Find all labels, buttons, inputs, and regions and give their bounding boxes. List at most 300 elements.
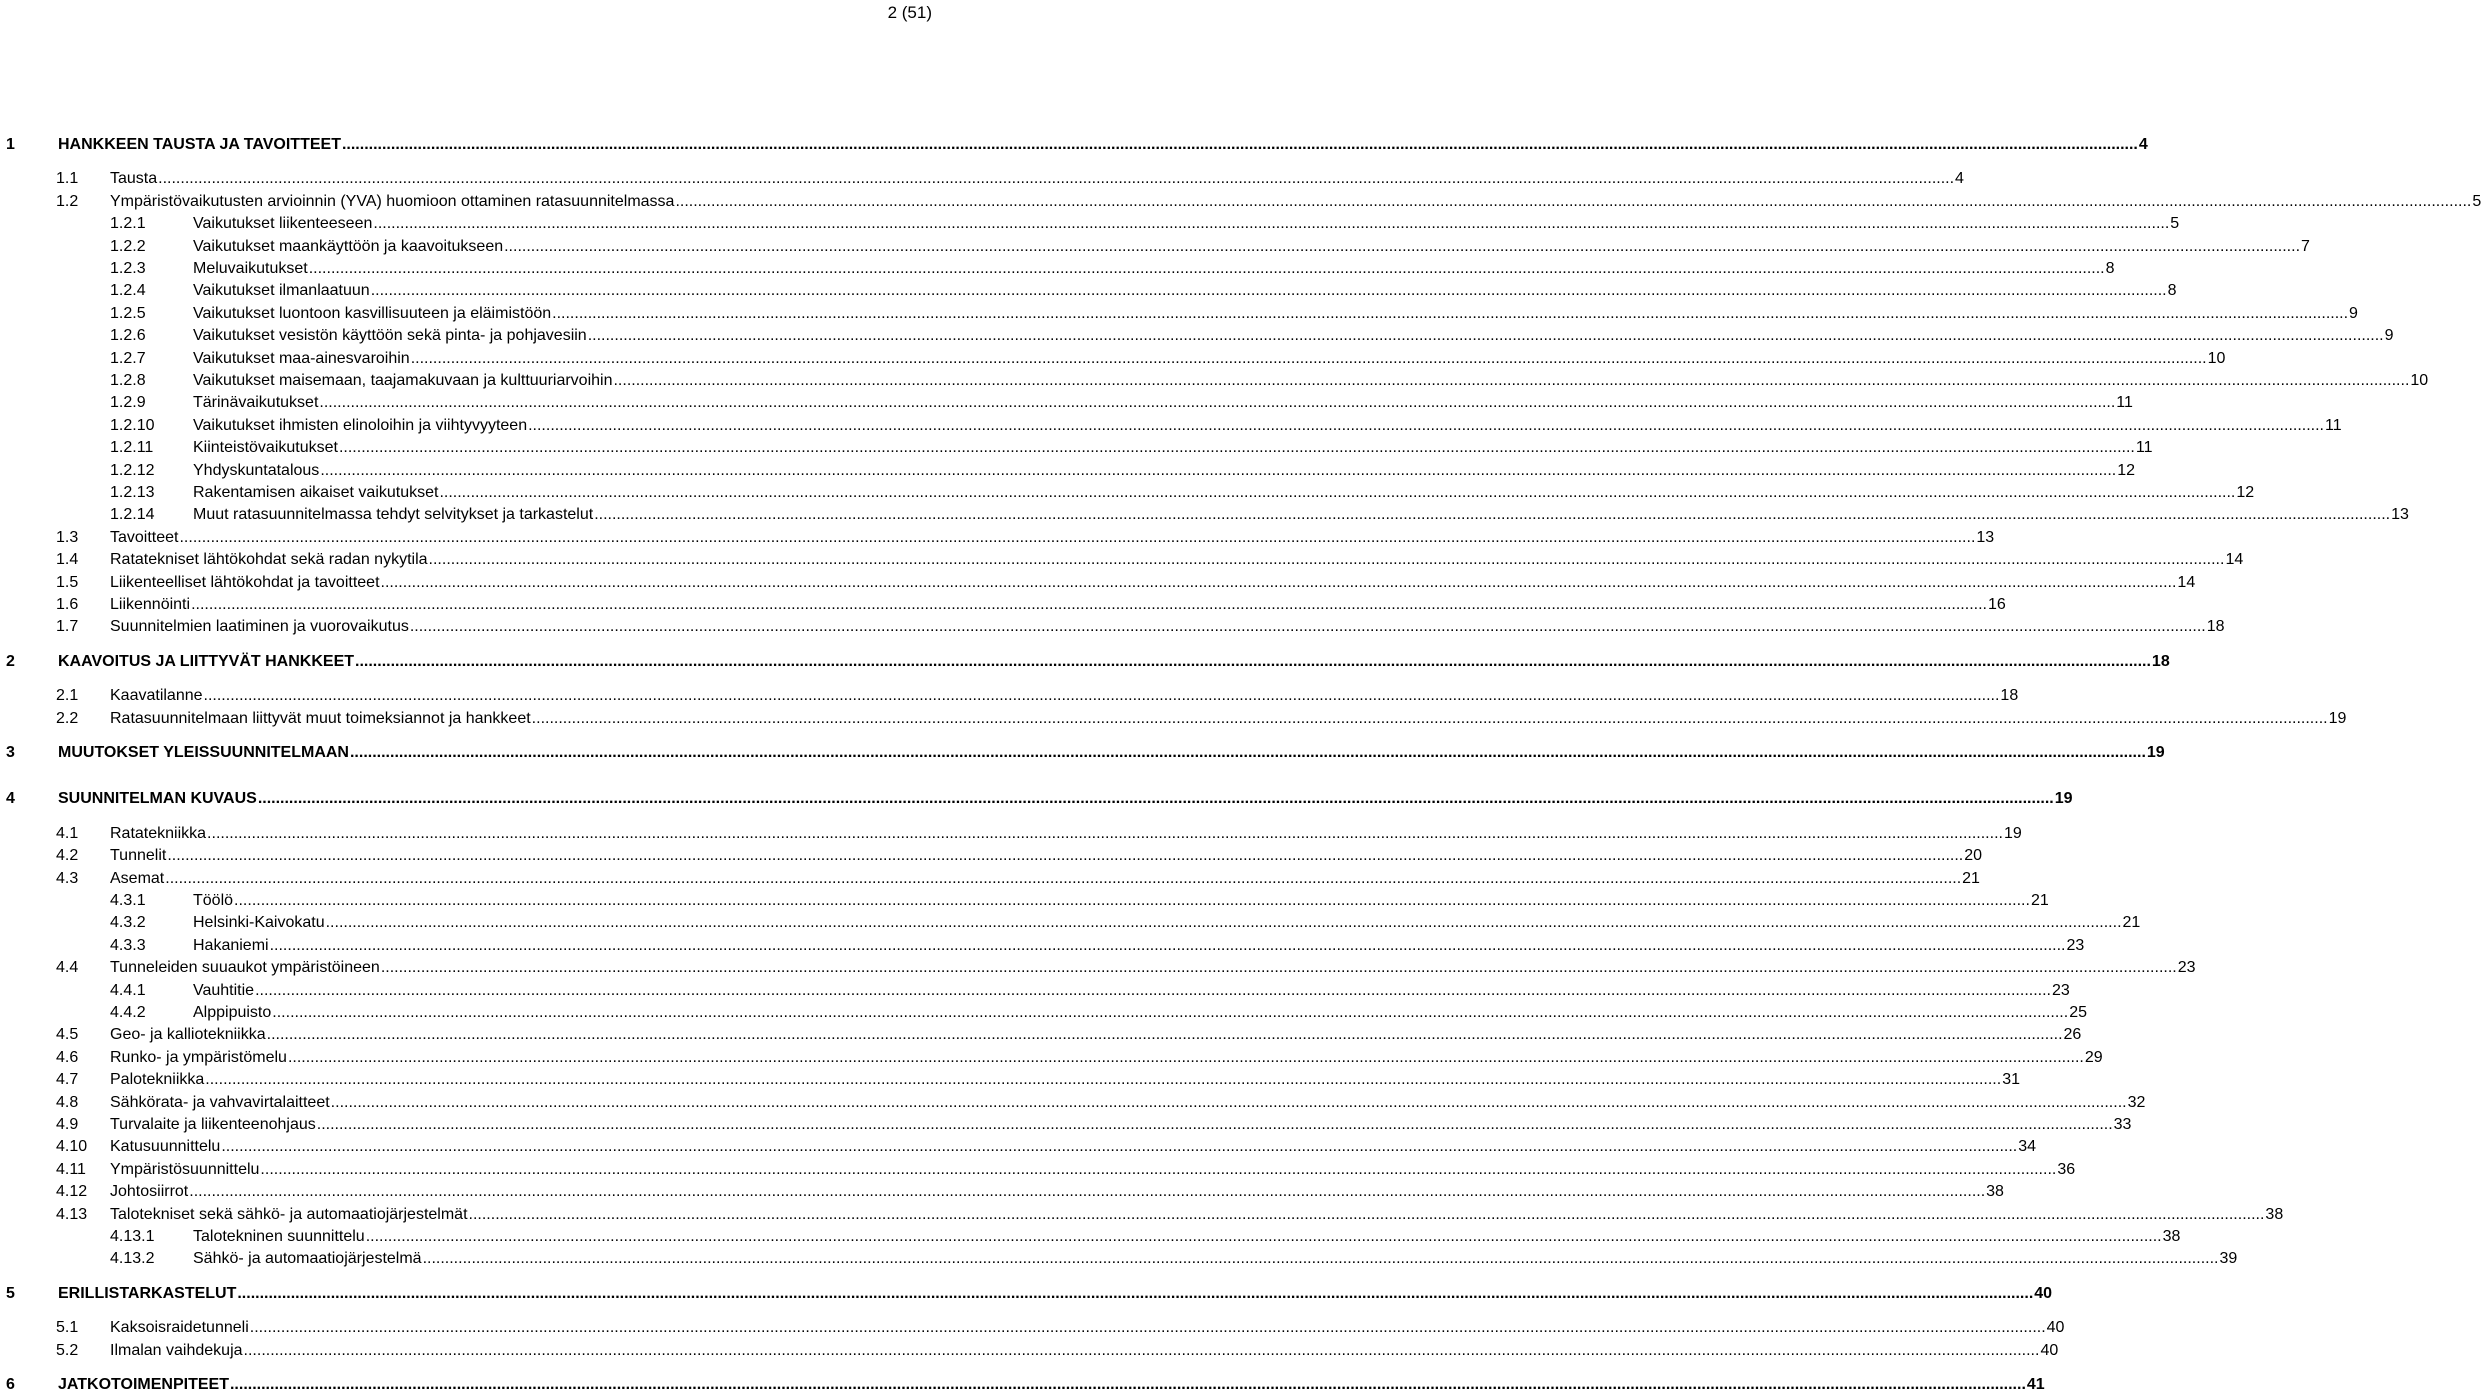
toc-entry-line [110, 685, 2019, 707]
toc-entry-line [193, 912, 2141, 934]
toc-entry[interactable] [6, 280, 2177, 302]
toc-entry-title: JATKOTOIMENPITEET [58, 1376, 229, 1393]
toc-entry-page: 18 [2000, 687, 2019, 704]
toc-entry-line [193, 1248, 2238, 1270]
toc-entry-page: 20 [1964, 847, 1983, 864]
toc-dot-leader: .................................................................................................................................................................................................................................................................................................................................................................................................................... [587, 327, 2384, 344]
toc-dot-leader: .................................................................................................................................................................................................................................................................................................................................................................................................................... [380, 574, 2177, 591]
toc-entry[interactable] [6, 1374, 2045, 1396]
toc-entry[interactable] [6, 348, 2226, 370]
toc-dot-leader: .................................................................................................................................................................................................................................................................................................................................................................................................................... [207, 825, 2003, 842]
toc-entry-title: Hakaniemi [193, 937, 269, 954]
toc-entry-number: 5.1 [56, 1319, 79, 1336]
toc-entry-line [58, 651, 2170, 673]
toc-entry-line [110, 1181, 2004, 1203]
toc-entry[interactable] [6, 572, 2196, 594]
toc-entry[interactable] [6, 1069, 2020, 1091]
toc-dot-leader: .................................................................................................................................................................................................................................................................................................................................................................................................................... [229, 1376, 2026, 1393]
toc-entry-title: Vauhtitie [193, 982, 255, 999]
toc-entry-number: 4.2 [56, 847, 79, 864]
toc-entry[interactable] [6, 1136, 2037, 1158]
toc-entry-page: 8 [2105, 260, 2115, 277]
toc-dot-leader: .................................................................................................................................................................................................................................................................................................................................................................................................................... [158, 170, 1955, 187]
toc-entry-number: 1.2.4 [110, 282, 146, 299]
toc-entry-page: 7 [2301, 238, 2310, 255]
toc-dot-leader: .................................................................................................................................................................................................................................................................................................................................................................................................................... [260, 1161, 2057, 1178]
toc-entry-title: Palotekniikka [110, 1071, 205, 1088]
toc-entry-number: 2.2 [56, 710, 79, 727]
toc-entry-line [58, 1374, 2045, 1396]
toc-entry-number: 1.2.11 [110, 439, 154, 456]
toc-entry-title: Vaikutukset maankäyttöön ja kaavoitukseen [193, 238, 504, 255]
toc-entry[interactable] [6, 935, 2085, 957]
toc-entry-title: Runko- ja ympäristömelu [110, 1049, 287, 1066]
toc-entry-line [110, 616, 2225, 638]
toc-dot-leader: .................................................................................................................................................................................................................................................................................................................................................................................................................... [191, 596, 1987, 613]
toc-entry[interactable] [6, 594, 2006, 616]
toc-entry[interactable] [6, 1047, 2103, 1069]
toc-entry-line [193, 437, 2153, 459]
toc-dot-leader: .................................................................................................................................................................................................................................................................................................................................................................................................................... [205, 1071, 2002, 1088]
toc-dot-leader: .................................................................................................................................................................................................................................................................................................................................................................................................................... [269, 937, 2066, 954]
toc-entry-line [110, 572, 2196, 594]
toc-dot-leader: .................................................................................................................................................................................................................................................................................................................................................................................................................... [349, 744, 2146, 761]
toc-entry-title: MUUTOKSET YLEISSUUNNITELMAAN [58, 744, 349, 761]
toc-entry-number: 1.2.3 [110, 260, 146, 277]
toc-entry-title: ERILLISTARKASTELUT [58, 1285, 237, 1302]
toc-entry-line [110, 1317, 2065, 1339]
toc-dot-leader: .................................................................................................................................................................................................................................................................................................................................................................................................................... [320, 462, 2117, 479]
toc-entry-number: 5.2 [56, 1342, 79, 1359]
toc-dot-leader: .................................................................................................................................................................................................................................................................................................................................................................................................................... [165, 870, 1962, 887]
toc-entry-title: Rakentamisen aikaiset vaikutukset [193, 484, 439, 501]
toc-entry-number: 4.4.2 [110, 1004, 146, 1021]
toc-entry[interactable] [6, 191, 2481, 213]
toc-entry[interactable] [6, 1002, 2087, 1024]
toc-entry-title: Vaikutukset ilmanlaatuun [193, 282, 370, 299]
toc-entry-page: 5 [2472, 193, 2481, 210]
toc-entry-page: 10 [2410, 372, 2429, 389]
toc-entry-number: 4.9 [56, 1116, 79, 1133]
toc-entry[interactable] [6, 1248, 2238, 1270]
toc-entry-line [193, 980, 2070, 1002]
toc-entry-number: 1 [6, 136, 15, 153]
toc-entry-line [110, 1204, 2284, 1226]
toc-entry[interactable] [6, 370, 2429, 392]
toc-entry[interactable] [6, 504, 2409, 526]
toc-entry-number: 4.4 [56, 959, 79, 976]
toc-entry-title: Talotekniset sekä sähkö- ja automaatiojärjestelmät [110, 1206, 468, 1223]
toc-entry-page: 38 [1986, 1183, 2004, 1200]
toc-entry[interactable] [6, 1159, 2076, 1181]
toc-entry-title: Yhdyskuntatalous [193, 462, 320, 479]
toc-entry-page: 36 [2057, 1161, 2076, 1178]
toc-entry[interactable] [6, 236, 2310, 258]
toc-entry-number: 4.1 [56, 825, 79, 842]
toc-dot-leader: .................................................................................................................................................................................................................................................................................................................................................................................................................... [468, 1206, 2265, 1223]
toc-entry-number: 4.10 [56, 1138, 88, 1155]
toc-entry-page: 38 [2162, 1228, 2181, 1245]
toc-entry-line [110, 191, 2481, 213]
toc-entry-number: 1.2.12 [110, 462, 155, 479]
toc-entry-title: Suunnitelmien laatiminen ja vuorovaikutus [110, 618, 409, 635]
toc-entry-line [110, 823, 2022, 845]
toc-entry-number: 1.6 [56, 596, 79, 613]
toc-entry-title: Tavoitteet [110, 529, 179, 546]
toc-entry-page: 29 [2084, 1049, 2103, 1066]
toc-entry-line [110, 168, 1964, 190]
toc-entry-number: 1.2.9 [110, 394, 146, 411]
toc-entry-line [110, 957, 2196, 979]
toc-entry[interactable] [6, 957, 2196, 979]
toc-entry-number: 1.2.2 [110, 238, 146, 255]
toc-entry-title: Vaikutukset liikenteeseen [193, 215, 373, 232]
toc-entry-number: 1.2.8 [110, 372, 146, 389]
toc-entry-line [110, 549, 2244, 571]
toc-entry-page: 19 [2146, 744, 2165, 761]
toc-dot-leader: .................................................................................................................................................................................................................................................................................................................................................................................................................... [255, 982, 2051, 999]
toc-entry-line [58, 742, 2165, 764]
toc-dot-leader: .................................................................................................................................................................................................................................................................................................................................................................................................................... [528, 417, 2324, 434]
toc-entry-page: 18 [2151, 653, 2170, 670]
toc-dot-leader: .................................................................................................................................................................................................................................................................................................................................................................................................................... [365, 1228, 2162, 1245]
toc-dot-leader: .................................................................................................................................................................................................................................................................................................................................................................................................................... [531, 710, 2328, 727]
toc-entry[interactable] [6, 325, 2394, 347]
toc-entry[interactable] [6, 392, 2133, 414]
toc-entry-line [193, 890, 2049, 912]
toc-entry[interactable] [6, 1283, 2053, 1305]
toc-entry-number: 2.1 [56, 687, 79, 704]
toc-entry-page: 19 [2003, 825, 2022, 842]
toc-dot-leader: .................................................................................................................................................................................................................................................................................................................................................................................................................... [422, 1250, 2219, 1267]
toc-entry-title: Katusuunnittelu [110, 1138, 221, 1155]
toc-entry-number: 4.3.2 [110, 914, 146, 931]
toc-dot-leader: .................................................................................................................................................................................................................................................................................................................................................................................................................... [613, 372, 2410, 389]
toc-entry-number: 1.2 [56, 193, 79, 210]
toc-entry[interactable] [6, 527, 1995, 549]
toc-entry-line [193, 370, 2429, 392]
toc-entry-page: 12 [2117, 462, 2136, 479]
toc-dot-leader: .................................................................................................................................................................................................................................................................................................................................................................................................................... [221, 1138, 2018, 1155]
toc-entry-page: 32 [2127, 1094, 2146, 1111]
toc-entry-page: 9 [2349, 305, 2358, 322]
toc-dot-leader: .................................................................................................................................................................................................................................................................................................................................................................................................................... [257, 790, 2054, 807]
toc-entry-title: Liikenteelliset lähtökohdat ja tavoitteet [110, 574, 380, 591]
toc-entry-number: 4.7 [56, 1071, 79, 1088]
toc-dot-leader: .................................................................................................................................................................................................................................................................................................................................................................................................................... [234, 892, 2030, 909]
toc-entry-number: 1.5 [56, 574, 79, 591]
toc-entry-title: SUUNNITELMAN KUVAUS [58, 790, 257, 807]
toc-entry-title: Ratatekniikka [110, 825, 207, 842]
toc-entry[interactable] [6, 437, 2153, 459]
toc-dot-leader: .................................................................................................................................................................................................................................................................................................................................................................................................................... [330, 1094, 2127, 1111]
toc-entry-page: 9 [2384, 327, 2394, 344]
toc-dot-leader: .................................................................................................................................................................................................................................................................................................................................................................................................................... [266, 1026, 2063, 1043]
toc-entry-line [110, 527, 1995, 549]
toc-entry-line [110, 1159, 2076, 1181]
toc-entry-line [193, 236, 2310, 258]
toc-entry[interactable] [6, 258, 2115, 280]
toc-entry-line [58, 788, 2073, 810]
toc-entry-number: 4.4.1 [110, 982, 146, 999]
toc-entry-number: 1.2.7 [110, 350, 146, 367]
toc-entry-title: Vaikutukset ihmisten elinoloihin ja viihtyvyyteen [193, 417, 528, 434]
toc-entry-number: 1.3 [56, 529, 79, 546]
toc-entry-title: Vaikutukset vesistön käyttöön sekä pinta- ja pohjavesiin [193, 327, 587, 344]
toc-entry[interactable] [6, 415, 2342, 437]
toc-entry-number: 1.7 [56, 618, 79, 635]
toc-dot-leader: .................................................................................................................................................................................................................................................................................................................................................................................................................... [410, 350, 2207, 367]
toc-entry-title: Asemat [110, 870, 165, 887]
toc-entry-title: Töölö [193, 892, 234, 909]
toc-entry-page: 13 [1976, 529, 1995, 546]
toc-dot-leader: .................................................................................................................................................................................................................................................................................................................................................................................................................... [338, 439, 2135, 456]
toc-entry-title: Kiinteistövaikutukset [193, 439, 338, 456]
toc-dot-leader: .................................................................................................................................................................................................................................................................................................................................................................................................................... [189, 1183, 1986, 1200]
toc-entry-title: Kaavatilanne [110, 687, 203, 704]
toc-entry-title: Kaksoisraidetunneli [110, 1319, 249, 1336]
toc-entry-title: Turvalaite ja liikenteenohjaus [110, 1116, 316, 1133]
toc-entry-page: 4 [1955, 170, 1964, 187]
toc-entry-page: 5 [2170, 215, 2180, 232]
toc-entry-title: Johtosiirrot [110, 1183, 189, 1200]
toc-dot-leader: .................................................................................................................................................................................................................................................................................................................................................................................................................... [243, 1342, 2040, 1359]
toc-entry-title: Ratatekniset lähtökohdat sekä radan nykytila [110, 551, 428, 568]
toc-entry[interactable] [6, 1204, 2284, 1226]
toc-entry-page: 31 [2002, 1071, 2020, 1088]
toc-entry-title: Vaikutukset maa-ainesvaroihin [193, 350, 410, 367]
toc-entry-page: 23 [2051, 982, 2070, 999]
toc-dot-leader: .................................................................................................................................................................................................................................................................................................................................................................................................................... [380, 959, 2177, 976]
toc-entry-line [110, 1069, 2020, 1091]
toc-entry-title: Sähkörata- ja vahvavirtalaitteet [110, 1094, 330, 1111]
toc-entry[interactable] [6, 912, 2141, 934]
toc-entry-title: Tunnelit [110, 847, 167, 864]
toc-entry[interactable] [6, 890, 2049, 912]
toc-dot-leader: .................................................................................................................................................................................................................................................................................................................................................................................................................... [237, 1285, 2034, 1302]
toc-entry-page: 14 [2225, 551, 2244, 568]
toc-entry-page: 40 [2040, 1342, 2059, 1359]
toc-entry-title: Ympäristösuunnittelu [110, 1161, 260, 1178]
toc-entry-page: 13 [2391, 506, 2409, 523]
toc-dot-leader: .................................................................................................................................................................................................................................................................................................................................................................................................................... [409, 618, 2206, 635]
toc-dot-leader: .................................................................................................................................................................................................................................................................................................................................................................................................................... [167, 847, 1964, 864]
toc-dot-leader: .................................................................................................................................................................................................................................................................................................................................................................................................................... [675, 193, 2472, 210]
toc-entry-number: 4.12 [56, 1183, 88, 1200]
toc-entry-page: 4 [2138, 136, 2148, 153]
toc-dot-leader: .................................................................................................................................................................................................................................................................................................................................................................................................................... [287, 1049, 2084, 1066]
toc-entry-number: 1.1 [56, 170, 79, 187]
toc-entry-page: 21 [2122, 914, 2141, 931]
toc-entry-page: 14 [2177, 574, 2196, 591]
toc-entry-number: 4.13.1 [110, 1228, 155, 1245]
toc-entry-title: KAAVOITUS JA LIITTYVÄT HANKKEET [58, 653, 355, 670]
toc-dot-leader: .................................................................................................................................................................................................................................................................................................................................................................................................................... [341, 136, 2138, 153]
toc-entry[interactable] [6, 549, 2244, 571]
toc-entry-line [110, 1136, 2037, 1158]
toc-entry-number: 1.2.13 [110, 484, 155, 501]
toc-entry-page: 11 [2116, 394, 2133, 411]
toc-entry[interactable] [6, 1114, 2132, 1136]
toc-entry-page: 16 [1987, 596, 2006, 613]
toc-entry-title: Vaikutukset maisemaan, taajamakuvaan ja kulttuuriarvoihin [193, 372, 613, 389]
toc-entry[interactable] [6, 168, 1964, 190]
toc-entry-line [110, 1024, 2082, 1046]
toc-entry-title: Tausta [110, 170, 158, 187]
toc-entry[interactable] [6, 685, 2019, 707]
toc-entry-line [110, 1047, 2103, 1069]
toc-entry-page: 26 [2063, 1026, 2082, 1043]
toc-entry-line [193, 348, 2226, 370]
toc-entry[interactable] [6, 1340, 2059, 1362]
toc-dot-leader: .................................................................................................................................................................................................................................................................................................................................................................................................................... [272, 1004, 2069, 1021]
toc-entry[interactable] [6, 460, 2136, 482]
toc-entry[interactable] [6, 482, 2255, 504]
toc-entry-page: 8 [2167, 282, 2177, 299]
toc-entry-line [193, 325, 2394, 347]
toc-entry-page: 23 [2066, 937, 2085, 954]
toc-entry-page: 41 [2026, 1376, 2045, 1393]
toc-entry-line [110, 594, 2006, 616]
toc-entry-line [193, 213, 2180, 235]
toc-entry-number: 4.6 [56, 1049, 79, 1066]
toc-entry-page: 12 [2236, 484, 2255, 501]
toc-entry[interactable] [6, 134, 2148, 156]
toc-entry[interactable] [6, 1024, 2082, 1046]
toc-entry-title: Geo- ja kalliotekniikka [110, 1026, 266, 1043]
toc-entry-page: 33 [2113, 1116, 2132, 1133]
toc-entry-page: 10 [2207, 350, 2226, 367]
toc-entry[interactable] [6, 303, 2358, 325]
toc-entry-page: 40 [2046, 1319, 2065, 1336]
toc-entry-number: 4.13.2 [110, 1250, 155, 1267]
toc-entry-line [193, 303, 2358, 325]
toc-dot-leader: .................................................................................................................................................................................................................................................................................................................................................................................................................... [308, 260, 2105, 277]
toc-entry-page: 23 [2177, 959, 2196, 976]
toc-entry-number: 1.2.10 [110, 417, 155, 434]
toc-entry[interactable] [6, 1092, 2146, 1114]
toc-dot-leader: .................................................................................................................................................................................................................................................................................................................................................................................................................... [594, 506, 2391, 523]
toc-entry-title: Sähkö- ja automaatiojärjestelmä [193, 1250, 422, 1267]
toc-entry-page: 19 [2054, 790, 2073, 807]
toc-entry[interactable] [6, 708, 2347, 730]
toc-dot-leader: .................................................................................................................................................................................................................................................................................................................................................................................................................... [428, 551, 2225, 568]
toc-entry-page: 21 [1962, 870, 1980, 887]
toc-entry-line [193, 460, 2136, 482]
toc-entry-title: Meluvaikutukset [193, 260, 308, 277]
toc-entry[interactable] [6, 845, 1983, 867]
toc-entry-title: Ympäristövaikutusten arvioinnin (YVA) huomioon ottaminen ratasuunnitelmassa [110, 193, 675, 210]
toc-dot-leader: .................................................................................................................................................................................................................................................................................................................................................................................................................... [316, 1116, 2113, 1133]
toc-entry-number: 5 [6, 1285, 15, 1302]
toc-entry-line [193, 392, 2133, 414]
toc-entry-page: 19 [2328, 710, 2347, 727]
toc-entry-number: 4.5 [56, 1026, 79, 1043]
toc-entry-page: 11 [2325, 417, 2342, 434]
toc-entry[interactable] [6, 1317, 2065, 1339]
toc-entry-line [58, 1283, 2053, 1305]
toc-entry-line [110, 708, 2347, 730]
toc-entry-line [110, 1340, 2059, 1362]
toc-entry-title: Tärinävaikutukset [193, 394, 319, 411]
toc-dot-leader: .................................................................................................................................................................................................................................................................................................................................................................................................................... [319, 394, 2116, 411]
toc-entry-line [193, 1002, 2087, 1024]
toc-entry-page: 39 [2219, 1250, 2238, 1267]
toc-entry[interactable] [6, 788, 2073, 810]
toc-entry[interactable] [6, 1181, 2004, 1203]
toc-entry-line [193, 280, 2177, 302]
toc-entry-page: 18 [2206, 618, 2225, 635]
toc-entry-line [193, 1226, 2181, 1248]
toc-entry-line [110, 868, 1980, 890]
toc-entry[interactable] [6, 823, 2022, 845]
toc-entry-number: 1.2.5 [110, 305, 146, 322]
toc-entry-page: 40 [2034, 1285, 2053, 1302]
toc-dot-leader: .................................................................................................................................................................................................................................................................................................................................................................................................................... [179, 529, 1976, 546]
toc-dot-leader: .................................................................................................................................................................................................................................................................................................................................................................................................................... [249, 1319, 2046, 1336]
toc-dot-leader: .................................................................................................................................................................................................................................................................................................................................................................................................................... [439, 484, 2236, 501]
toc-entry-number: 4.11 [56, 1161, 86, 1178]
toc-entry-line [193, 504, 2409, 526]
toc-entry-title: Muut ratasuunnitelmassa tehdyt selvitykset ja tarkastelut [193, 506, 594, 523]
toc-dot-leader: .................................................................................................................................................................................................................................................................................................................................................................................................................... [325, 914, 2122, 931]
toc-entry-number: 4.3.3 [110, 937, 146, 954]
toc-entry-title: HANKKEEN TAUSTA JA TAVOITTEET [58, 136, 341, 153]
toc-entry-number: 4.3 [56, 870, 79, 887]
toc-dot-leader: .................................................................................................................................................................................................................................................................................................................................................................................................................... [355, 653, 2151, 670]
toc-dot-leader: .................................................................................................................................................................................................................................................................................................................................................................................................................... [552, 305, 2349, 322]
toc-entry-number: 2 [6, 653, 15, 670]
toc-dot-leader: .................................................................................................................................................................................................................................................................................................................................................................................................................... [370, 282, 2167, 299]
toc-entry[interactable] [6, 980, 2070, 1002]
toc-entry-title: Vaikutukset luontoon kasvillisuuteen ja eläimistöön [193, 305, 552, 322]
toc-entry[interactable] [6, 1226, 2181, 1248]
toc-entry-title: Ratasuunnitelmaan liittyvät muut toimeksiannot ja hankkeet [110, 710, 531, 727]
toc-entry-number: 4.3.1 [110, 892, 146, 909]
toc-entry[interactable] [6, 868, 1980, 890]
toc-entry-number: 4.13 [56, 1206, 88, 1223]
toc-entry-title: Liikennöinti [110, 596, 191, 613]
toc-dot-leader: .................................................................................................................................................................................................................................................................................................................................................................................................................... [203, 687, 2000, 704]
toc-entry[interactable] [6, 651, 2170, 673]
toc-entry-page: 25 [2069, 1004, 2087, 1021]
toc-entry-page: 21 [2030, 892, 2049, 909]
toc-entry-line [193, 482, 2255, 504]
toc-entry-number: 3 [6, 744, 15, 761]
toc-entry-number: 4.8 [56, 1094, 79, 1111]
toc-entry[interactable] [6, 213, 2180, 235]
toc-entry-line [193, 935, 2085, 957]
toc-entry-title: Helsinki-Kaivokatu [193, 914, 325, 931]
toc-entry-page: 34 [2018, 1138, 2037, 1155]
toc-entry-number: 1.2.6 [110, 327, 146, 344]
toc-entry[interactable] [6, 742, 2165, 764]
toc-entry-title: Alppipuisto [193, 1004, 272, 1021]
toc-entry-line [110, 1092, 2146, 1114]
toc-entry[interactable] [6, 616, 2225, 638]
toc-entry-number: 6 [6, 1376, 15, 1393]
toc-entry-line [110, 1114, 2132, 1136]
toc-entry-number: 1.4 [56, 551, 79, 568]
toc-entry-line [193, 258, 2115, 280]
toc-entry-line [193, 415, 2342, 437]
toc-dot-leader: .................................................................................................................................................................................................................................................................................................................................................................................................................... [504, 238, 2301, 255]
toc-entry-number: 1.2.1 [110, 215, 146, 232]
toc-entry-title: Tunneleiden suuaukot ympäristöineen [110, 959, 380, 976]
toc-entry-page: 11 [2135, 439, 2153, 456]
toc-dot-leader: .................................................................................................................................................................................................................................................................................................................................................................................................................... [373, 215, 2170, 232]
page-number: 2 (51) [887, 3, 932, 22]
